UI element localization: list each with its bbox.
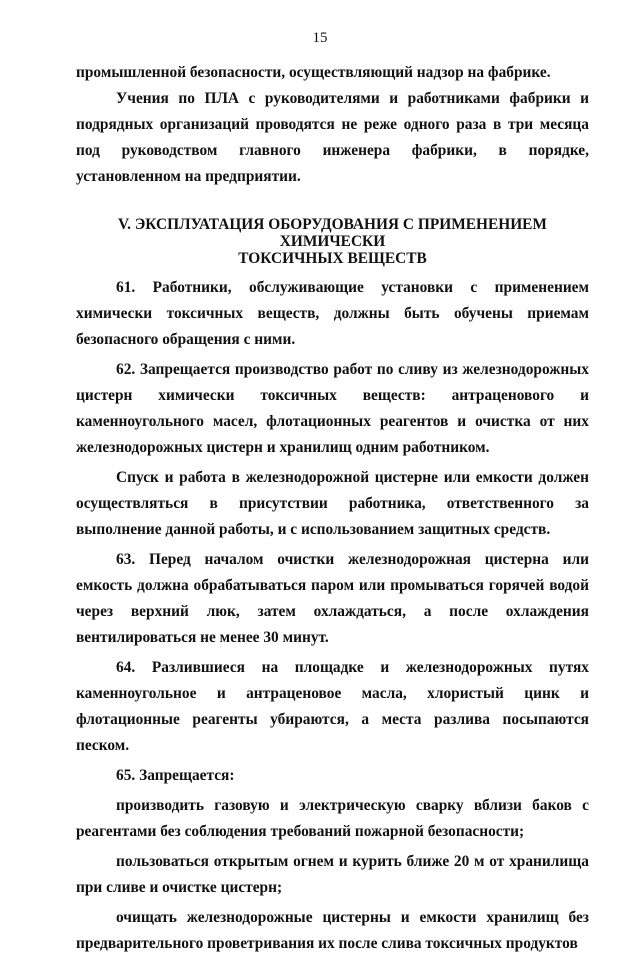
paragraph-continuation: промышленной безопасности, осуществляющий надзор на фабрике. — [76, 64, 551, 81]
paragraph-61: 61. Работники, обслуживающие установки с применением химически токсичных веществ, должны быть обучены приемам безопасного обращения с ними. — [76, 279, 589, 348]
paragraph-65-cleaning: очищать железнодорожные цистерны и емкости хранилищ без предварительного проветривания их после слива токсичных продуктов — [76, 909, 589, 952]
paragraph-65-welding: производить газовую и электрическую сварку вблизи баков с реагентами без соблюдения требований пожарной безопасности; — [76, 797, 589, 840]
document-body — [76, 60, 589, 957]
section-heading — [76, 216, 589, 267]
paragraph-62-descent: Спуск и работа в железнодорожной цистерне или емкости должен осуществляться в присутствии работника, ответственного за выполнение данной работы, и с использованием защитных средств. — [76, 469, 589, 538]
paragraph-62: 62. Запрещается производство работ по сливу из железнодорожных цистерн химически токсичных веществ: антраценового и каменноугольного масел, флотационных реагентов и очистка от них железнодорожных цистерн и хранилищ одним работником. — [76, 361, 589, 456]
paragraph-64: 64. Разлившиеся на площадке и железнодорожных путях каменноугольное и антраценовое масла, хлористый цинк и флотационные реагенты убираются, а места разлива посыпаются песком. — [76, 659, 589, 754]
paragraph-63: 63. Перед началом очистки железнодорожная цистерна или емкость должна обрабатываться паром или промываться горячей водой через верхний люк, затем охлаждаться, а после охлаждения вентилироваться не менее 30 минут. — [76, 551, 589, 646]
section-heading-line-1: V. ЭКСПЛУАТАЦИЯ ОБОРУДОВАНИЯ С ПРИМЕНЕНИЕМ ХИМИЧЕСКИ — [118, 216, 547, 250]
paragraph-65-fire: пользоваться открытым огнем и курить ближе 20 м от хранилища при сливе и очистке цистерн; — [76, 853, 589, 896]
paragraph-65: 65. Запрещается: — [116, 767, 235, 784]
paragraph-drills: Учения по ПЛА с руководителями и работниками фабрики и подрядных организаций проводятся не реже одного раза в три месяца под руководством главного инженера фабрики, в порядке, установленном на предприятии. — [76, 90, 589, 185]
section-heading-line-2: ТОКСИЧНЫХ ВЕЩЕСТВ — [238, 250, 427, 267]
page-number: 15 — [312, 30, 328, 46]
